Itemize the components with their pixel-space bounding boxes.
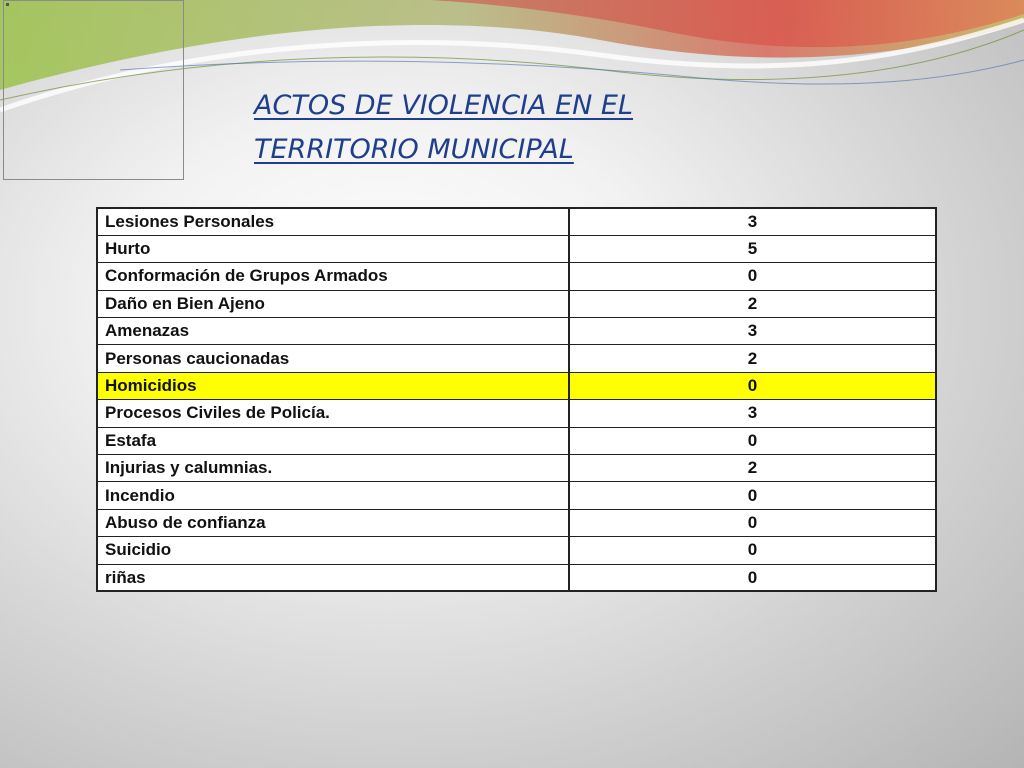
row-label: Conformación de Grupos Armados (97, 263, 569, 290)
frame-marker (6, 3, 9, 6)
row-value: 0 (569, 509, 936, 536)
row-label: Estafa (97, 427, 569, 454)
row-label: Lesiones Personales (97, 208, 569, 235)
table-row (97, 455, 936, 482)
row-value: 2 (569, 345, 936, 372)
row-value: 5 (569, 235, 936, 262)
row-label: Hurto (97, 235, 569, 262)
row-label: Homicidios (97, 372, 569, 399)
table-row (97, 509, 936, 536)
row-value: 0 (569, 564, 936, 591)
table-row (97, 427, 936, 454)
placeholder-frame (3, 0, 184, 180)
table-row (97, 537, 936, 564)
table-row (97, 318, 936, 345)
slide-title (254, 84, 633, 172)
table-row-highlighted (97, 372, 936, 399)
table-row (97, 290, 936, 317)
row-value: 2 (569, 290, 936, 317)
table-row (97, 564, 936, 591)
row-label: Abuso de confianza (97, 509, 569, 536)
row-value: 3 (569, 208, 936, 235)
table-row (97, 208, 936, 235)
table-row (97, 345, 936, 372)
row-label: Amenazas (97, 318, 569, 345)
row-value: 0 (569, 537, 936, 564)
violence-acts-table (96, 207, 937, 592)
row-label: Suicidio (97, 537, 569, 564)
row-label: Daño en Bien Ajeno (97, 290, 569, 317)
table-row (97, 263, 936, 290)
row-label: Personas caucionadas (97, 345, 569, 372)
table-row (97, 235, 936, 262)
slide-title-line-2: TERRITORIO MUNICIPAL (254, 134, 574, 165)
row-value: 0 (569, 482, 936, 509)
row-label: Injurias y calumnias. (97, 455, 569, 482)
row-value: 0 (569, 372, 936, 399)
row-value: 3 (569, 318, 936, 345)
row-value: 0 (569, 263, 936, 290)
slide-title-line-1: ACTOS DE VIOLENCIA EN EL (254, 90, 634, 121)
table-row (97, 482, 936, 509)
row-label: Incendio (97, 482, 569, 509)
row-label: riñas (97, 564, 569, 591)
row-label: Procesos Civiles de Policía. (97, 400, 569, 427)
row-value: 2 (569, 455, 936, 482)
row-value: 3 (569, 400, 936, 427)
row-value: 0 (569, 427, 936, 454)
table-row (97, 400, 936, 427)
